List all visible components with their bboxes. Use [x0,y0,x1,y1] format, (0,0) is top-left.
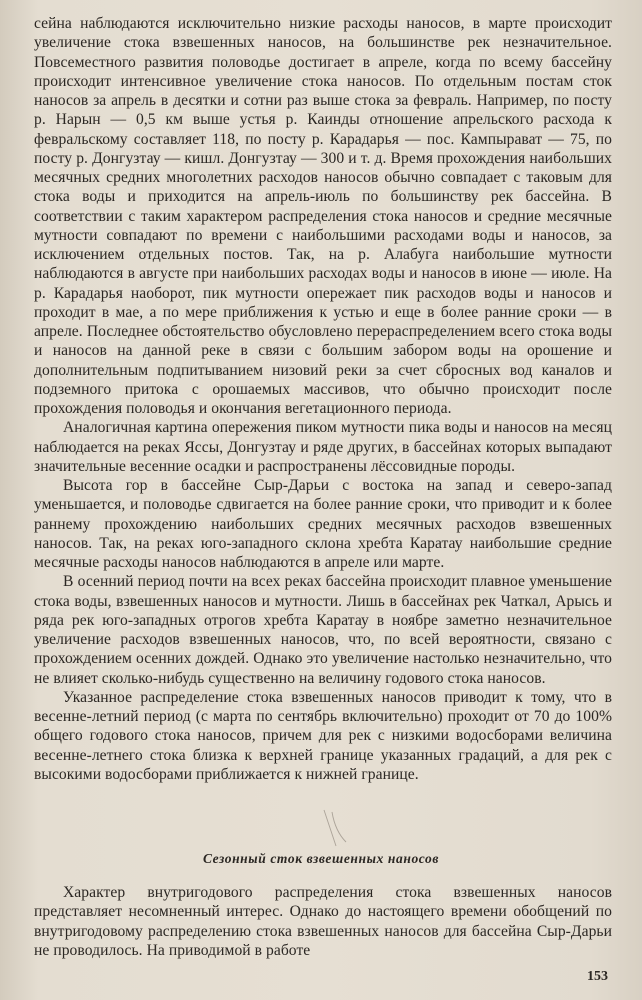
section-text [34,883,612,960]
paragraph: В осенний период почти на всех реках бассейна происходит плавное уменьшение стока воды, взвешенных наносов и мутности. Лишь в бассейнах рек Чаткал, Арысь и ряда рек юго-западных отрогов хребта Каратау в ноябре заметно незначительное увеличение расходов взвешенных наносов, что, по всей вероятности, связано с прохождением осенних дождей. Однако это увеличение настолько незначительно, что не влияет сколько-нибудь существенно на величину годового стока наносов. [34,573,612,687]
main-text [34,14,612,784]
page-number: 153 [587,969,608,984]
paragraph: Высота гор в бассейне Сыр-Дарьи с востока на запад и северо-запад уменьшается, и половодье сдвигается на более ранние сроки, что приводит и к более раннему прохождению наибольших средних месячных расходов взвешенных наносов. Так, на реках юго-западного склона хребта Каратау наибольшие средние месячные расходы наносов наблюдаются в апреле или марте. [34,477,612,571]
paragraph: сейна наблюдаются исключительно низкие расходы наносов, в марте происходит увеличение стока взвешенных наносов, на большинстве рек незначительное. Повсеместного развития половодье достигает в апреле, когда по всему бассейну происходит интенсивное увеличение стока наносов. По отдельным постам сток наносов за апрель в десятки и сотни раз выше стока за февраль. Например, по посту р. Нарын — 0,5 км выше устья р. Каинды отношение апрельского расхода к февральскому составляет 118, по посту р. Карадарья — пос. Кампырават — 75, по посту р. Донгузтау — кишл. Донгузтау — 300 и т. д. Время прохождения наибольших месячных средних многолетних расходов наносов обычно совпадает с таковым для стока воды и приходится на апрель-июль по большинству рек бассейна. В соответствии с таким характером распределения стока наносов и средние месячные мутности совпадают по времени с наибольшими расходами воды и наносов, за исключением отдельных постов. Так, на р. Алабуга наибольшие мутности наблюдаются в августе при наибольших расходах воды и наносов в июне — июле. На р. Карадарья наоборот, пик мутности опережает пик расходов воды и наносов и проходит в мае, а по мере приближения к устью и еще в более ранние сроки — в апреле. Последнее обстоятельство обусловлено перераспределением всего стока воды и наносов на данной реке в связи с большим забором воды на орошение и дополнительным подпитыванием низовий реки за счет сбросных вод каналов и подземного притока с орошаемых массивов, что обычно происходит после прохождения половодья и окончания вегетационного периода. [34,15,612,417]
paragraph: Указанное распределение стока взвешенных наносов приводит к тому, что в весенне-летний период (с марта по сентябрь включительно) проходит от 70 до 100% общего годового стока наносов, причем для рек с низкими водосборами величина весенне-летнего стока близка к верхней границе указанных градаций, а для рек с высокими водосборами приближается к нижней границе. [34,688,612,783]
paragraph: Характер внутригодового распределения стока взвешенных наносов представляет несомненный интерес. Однако до настоящего времени обобщений по внутригодовому распределению стока взвешенных наносов для бассейна Сыр-Дарьи не проводилось. На приводимой в работе [34,884,612,959]
pencil-mark-icon [318,808,354,848]
paragraph: Аналогичная картина опережения пиком мутности пика воды и наносов на месяц наблюдается на реках Яссы, Донгузтау и ряде других, в бассейнах которых выпадают значительные весенние осадки и распространены лёссовидные породы. [34,419,612,475]
section-heading: Сезонный сток взвешенных наносов [202,851,440,866]
